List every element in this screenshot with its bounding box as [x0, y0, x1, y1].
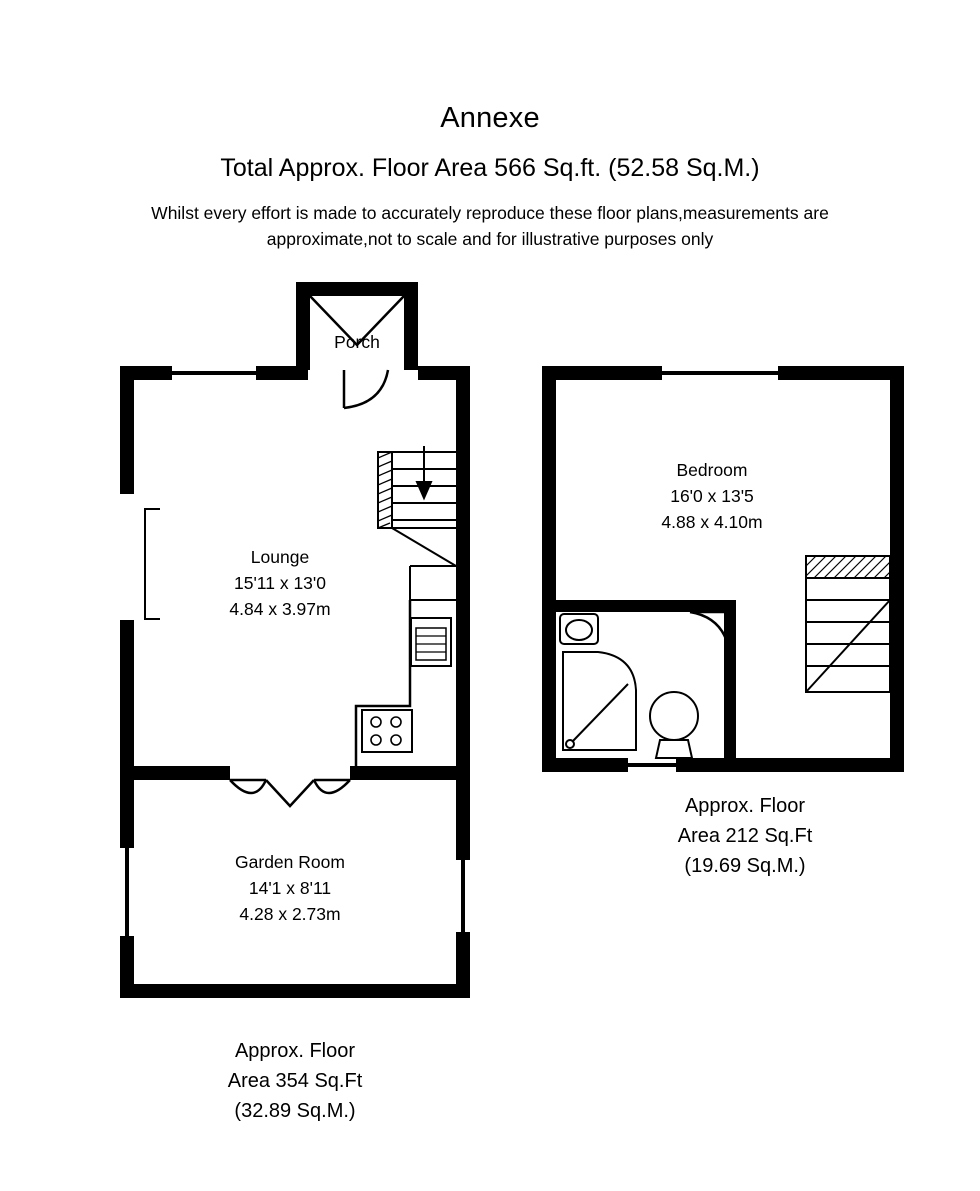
shower-enclosure — [563, 652, 636, 750]
bedroom-dim-imperial: 16'0 x 13'5 — [670, 486, 754, 506]
garden-room-double-door — [230, 780, 350, 806]
disclaimer-line-1: Whilst every effort is made to accurately reproduce these floor plans,measurements are — [151, 203, 829, 223]
first-floor-outer-walls — [542, 366, 904, 772]
bedroom-name: Bedroom — [676, 460, 748, 480]
first-area-line-1: Approx. Floor — [684, 795, 806, 817]
bedroom-dim-metric: 4.88 x 4.10m — [661, 512, 763, 532]
wash-basin-icon — [560, 614, 598, 644]
lounge-dim-imperial: 15'11 x 13'0 — [234, 573, 326, 593]
lounge-garden-divider-wall — [120, 766, 470, 780]
room-label-garden-room — [188, 849, 392, 927]
porch-walls — [296, 282, 418, 370]
sink-icon — [411, 618, 451, 666]
room-label-lounge — [180, 544, 380, 622]
garden-room-dim-imperial: 14'1 x 8'11 — [248, 878, 332, 898]
ground-area-line-2: Area 354 Sq.Ft — [227, 1070, 363, 1092]
first-floor-area — [645, 791, 845, 881]
staircase-first — [806, 556, 890, 692]
total-area-subtitle: Total Approx. Floor Area 566 Sq.ft. (52.58 Sq.M.) — [220, 154, 760, 182]
ground-area-line-3: (32.89 Sq.M.) — [234, 1100, 356, 1122]
first-area-line-2: Area 212 Sq.Ft — [677, 825, 813, 847]
first-floor-plan — [542, 366, 904, 772]
lounge-name: Lounge — [250, 547, 310, 567]
ground-floor-area — [195, 1036, 395, 1126]
bathroom-walls — [556, 600, 736, 760]
garden-room-dim-metric: 4.28 x 2.73m — [239, 904, 341, 924]
ground-area-line-1: Approx. Floor — [234, 1040, 356, 1062]
first-area-line-3: (19.69 Sq.M.) — [684, 855, 806, 877]
page-title: Annexe — [440, 102, 540, 134]
kitchen-units — [356, 600, 456, 766]
staircase-ground — [378, 446, 456, 600]
toilet-icon — [650, 692, 698, 758]
room-label-bedroom — [612, 457, 812, 535]
room-label-porch: Porch — [334, 332, 380, 352]
garden-room-name: Garden Room — [235, 852, 345, 872]
lounge-bay-window — [144, 508, 160, 620]
hob-icon — [362, 710, 412, 752]
disclaimer-line-2: approximate,not to scale and for illustrative purposes only — [266, 229, 714, 249]
lounge-dim-metric: 4.84 x 3.97m — [229, 599, 331, 619]
